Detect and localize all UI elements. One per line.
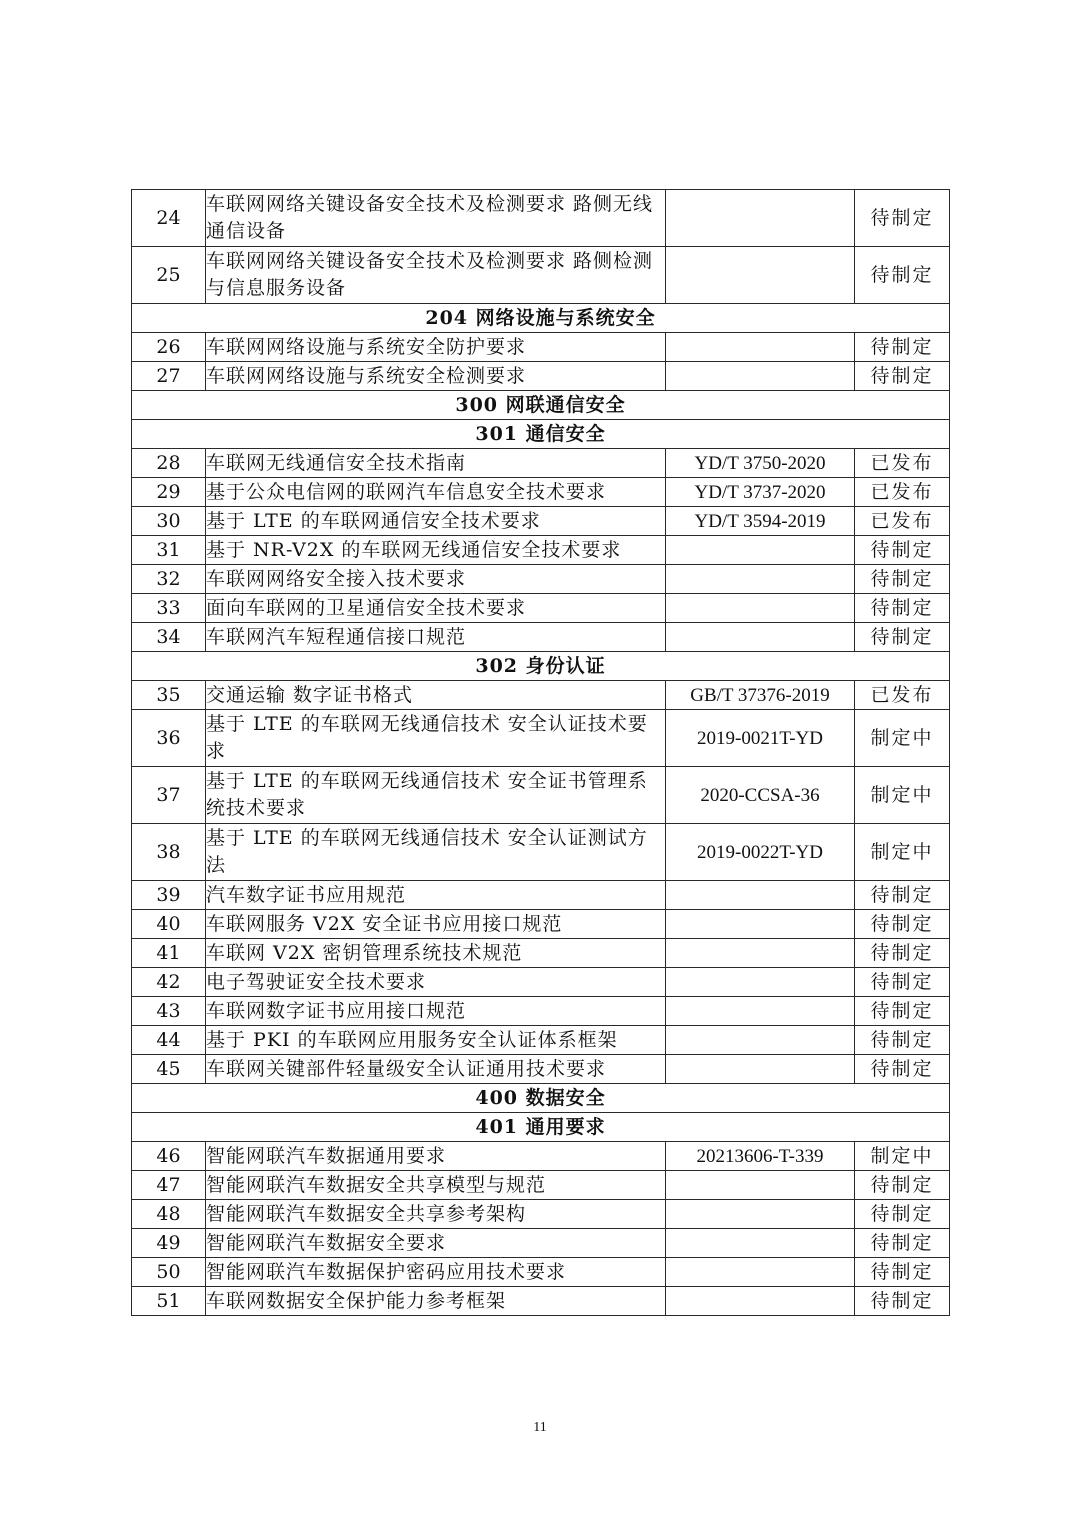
table-row <box>132 1200 950 1229</box>
row-number: 44 <box>132 1026 206 1055</box>
standard-name: 智能网联汽车数据通用要求 <box>206 1142 666 1171</box>
standard-code: GB/T 37376-2019 <box>666 681 855 710</box>
row-number: 28 <box>132 449 206 478</box>
page-number: 11 <box>533 1420 547 1435</box>
standard-name: 智能网联汽车数据安全要求 <box>206 1229 666 1258</box>
row-number: 48 <box>132 1200 206 1229</box>
standard-code <box>666 997 855 1026</box>
standard-name: 基于 LTE 的车联网无线通信技术 安全认证技术要求 <box>206 710 666 767</box>
section-title: 300 网联通信安全 <box>132 391 950 420</box>
row-number: 37 <box>132 767 206 824</box>
standard-status: 待制定 <box>855 333 950 362</box>
standard-name: 车联网服务 V2X 安全证书应用接口规范 <box>206 910 666 939</box>
standard-name: 车联网汽车短程通信接口规范 <box>206 623 666 652</box>
table-row <box>132 333 950 362</box>
table-row <box>132 1142 950 1171</box>
row-number: 24 <box>132 190 206 247</box>
standard-name: 车联网网络关键设备安全技术及检测要求 路侧检测与信息服务设备 <box>206 247 666 304</box>
standard-status: 待制定 <box>855 939 950 968</box>
standard-status: 待制定 <box>855 1171 950 1200</box>
row-number: 41 <box>132 939 206 968</box>
row-number: 35 <box>132 681 206 710</box>
standard-name: 面向车联网的卫星通信安全技术要求 <box>206 594 666 623</box>
standard-code <box>666 623 855 652</box>
table-row <box>132 681 950 710</box>
standard-code: YD/T 3737-2020 <box>666 478 855 507</box>
standard-code <box>666 190 855 247</box>
table-row <box>132 190 950 247</box>
standard-code <box>666 1026 855 1055</box>
section-title: 401 通用要求 <box>132 1113 950 1142</box>
table-row <box>132 594 950 623</box>
table-row <box>132 881 950 910</box>
section-header-row <box>132 652 950 681</box>
standard-status: 待制定 <box>855 536 950 565</box>
standard-code <box>666 333 855 362</box>
standard-status: 制定中 <box>855 767 950 824</box>
table-row <box>132 1026 950 1055</box>
standard-name: 车联网无线通信安全技术指南 <box>206 449 666 478</box>
standard-code <box>666 1171 855 1200</box>
standard-name: 基于 LTE 的车联网通信安全技术要求 <box>206 507 666 536</box>
standard-name: 车联网数字证书应用接口规范 <box>206 997 666 1026</box>
section-title: 301 通信安全 <box>132 420 950 449</box>
table-row <box>132 710 950 767</box>
section-header-row <box>132 391 950 420</box>
row-number: 25 <box>132 247 206 304</box>
standard-status: 待制定 <box>855 1200 950 1229</box>
table-row <box>132 910 950 939</box>
standard-code <box>666 1258 855 1287</box>
standard-name: 车联网网络设施与系统安全防护要求 <box>206 333 666 362</box>
standard-status: 待制定 <box>855 594 950 623</box>
section-header-row <box>132 420 950 449</box>
standard-status: 待制定 <box>855 968 950 997</box>
standard-name: 车联网网络关键设备安全技术及检测要求 路侧无线通信设备 <box>206 190 666 247</box>
table-row <box>132 939 950 968</box>
standard-name: 车联网 V2X 密钥管理系统技术规范 <box>206 939 666 968</box>
row-number: 39 <box>132 881 206 910</box>
row-number: 27 <box>132 362 206 391</box>
table-row <box>132 623 950 652</box>
standard-name: 汽车数字证书应用规范 <box>206 881 666 910</box>
table-row <box>132 767 950 824</box>
table-row <box>132 968 950 997</box>
standard-status: 待制定 <box>855 910 950 939</box>
row-number: 46 <box>132 1142 206 1171</box>
standard-status: 制定中 <box>855 1142 950 1171</box>
section-title: 204 网络设施与系统安全 <box>132 304 950 333</box>
standard-status: 待制定 <box>855 565 950 594</box>
standard-code <box>666 594 855 623</box>
standard-code <box>666 362 855 391</box>
standard-status: 待制定 <box>855 623 950 652</box>
section-header-row <box>132 304 950 333</box>
table-row <box>132 1055 950 1084</box>
row-number: 47 <box>132 1171 206 1200</box>
standard-status: 制定中 <box>855 824 950 881</box>
standard-code <box>666 1229 855 1258</box>
row-number: 43 <box>132 997 206 1026</box>
table-row <box>132 507 950 536</box>
standard-status: 待制定 <box>855 362 950 391</box>
standard-status: 待制定 <box>855 881 950 910</box>
standards-table <box>131 189 950 1316</box>
standard-name: 基于公众电信网的联网汽车信息安全技术要求 <box>206 478 666 507</box>
standard-status: 待制定 <box>855 1055 950 1084</box>
standard-name: 车联网网络设施与系统安全检测要求 <box>206 362 666 391</box>
standards-table-body <box>132 190 950 1316</box>
row-number: 50 <box>132 1258 206 1287</box>
table-row <box>132 247 950 304</box>
table-row <box>132 997 950 1026</box>
standard-status: 已发布 <box>855 681 950 710</box>
row-number: 40 <box>132 910 206 939</box>
standard-code: 2020-CCSA-36 <box>666 767 855 824</box>
standard-status: 已发布 <box>855 507 950 536</box>
standard-status: 待制定 <box>855 1026 950 1055</box>
row-number: 36 <box>132 710 206 767</box>
row-number: 29 <box>132 478 206 507</box>
row-number: 26 <box>132 333 206 362</box>
standard-name: 车联网关键部件轻量级安全认证通用技术要求 <box>206 1055 666 1084</box>
standard-name: 基于 PKI 的车联网应用服务安全认证体系框架 <box>206 1026 666 1055</box>
table-row <box>132 565 950 594</box>
table-row <box>132 1287 950 1316</box>
standard-status: 待制定 <box>855 1287 950 1316</box>
standard-status: 制定中 <box>855 710 950 767</box>
standard-code: YD/T 3594-2019 <box>666 507 855 536</box>
row-number: 34 <box>132 623 206 652</box>
section-title: 400 数据安全 <box>132 1084 950 1113</box>
table-row <box>132 478 950 507</box>
row-number: 38 <box>132 824 206 881</box>
standard-name: 基于 NR-V2X 的车联网无线通信安全技术要求 <box>206 536 666 565</box>
standard-code <box>666 968 855 997</box>
table-row <box>132 1258 950 1287</box>
standard-name: 车联网网络安全接入技术要求 <box>206 565 666 594</box>
standard-code <box>666 1287 855 1316</box>
standard-code <box>666 881 855 910</box>
standard-code <box>666 1055 855 1084</box>
row-number: 49 <box>132 1229 206 1258</box>
standard-code: 2019-0022T-YD <box>666 824 855 881</box>
row-number: 51 <box>132 1287 206 1316</box>
table-row <box>132 536 950 565</box>
table-row <box>132 1229 950 1258</box>
standard-name: 电子驾驶证安全技术要求 <box>206 968 666 997</box>
section-header-row <box>132 1113 950 1142</box>
row-number: 32 <box>132 565 206 594</box>
standard-status: 待制定 <box>855 1229 950 1258</box>
standard-name: 交通运输 数字证书格式 <box>206 681 666 710</box>
standard-status: 已发布 <box>855 449 950 478</box>
standard-code <box>666 1200 855 1229</box>
standard-name: 智能网联汽车数据保护密码应用技术要求 <box>206 1258 666 1287</box>
standard-code: 2019-0021T-YD <box>666 710 855 767</box>
table-row <box>132 1171 950 1200</box>
standard-code <box>666 247 855 304</box>
section-header-row <box>132 1084 950 1113</box>
row-number: 33 <box>132 594 206 623</box>
row-number: 30 <box>132 507 206 536</box>
standard-status: 待制定 <box>855 247 950 304</box>
standard-name: 基于 LTE 的车联网无线通信技术 安全证书管理系统技术要求 <box>206 767 666 824</box>
standard-code <box>666 565 855 594</box>
standard-name: 智能网联汽车数据安全共享参考架构 <box>206 1200 666 1229</box>
table-row <box>132 449 950 478</box>
standard-code <box>666 939 855 968</box>
row-number: 31 <box>132 536 206 565</box>
row-number: 42 <box>132 968 206 997</box>
standard-name: 智能网联汽车数据安全共享模型与规范 <box>206 1171 666 1200</box>
standard-status: 待制定 <box>855 190 950 247</box>
standard-status: 待制定 <box>855 1258 950 1287</box>
standard-status: 已发布 <box>855 478 950 507</box>
table-row <box>132 824 950 881</box>
standard-status: 待制定 <box>855 997 950 1026</box>
row-number: 45 <box>132 1055 206 1084</box>
standard-code <box>666 536 855 565</box>
standard-name: 车联网数据安全保护能力参考框架 <box>206 1287 666 1316</box>
standard-code <box>666 910 855 939</box>
standard-code: YD/T 3750-2020 <box>666 449 855 478</box>
section-title: 302 身份认证 <box>132 652 950 681</box>
standard-code: 20213606-T-339 <box>666 1142 855 1171</box>
table-row <box>132 362 950 391</box>
standard-name: 基于 LTE 的车联网无线通信技术 安全认证测试方法 <box>206 824 666 881</box>
